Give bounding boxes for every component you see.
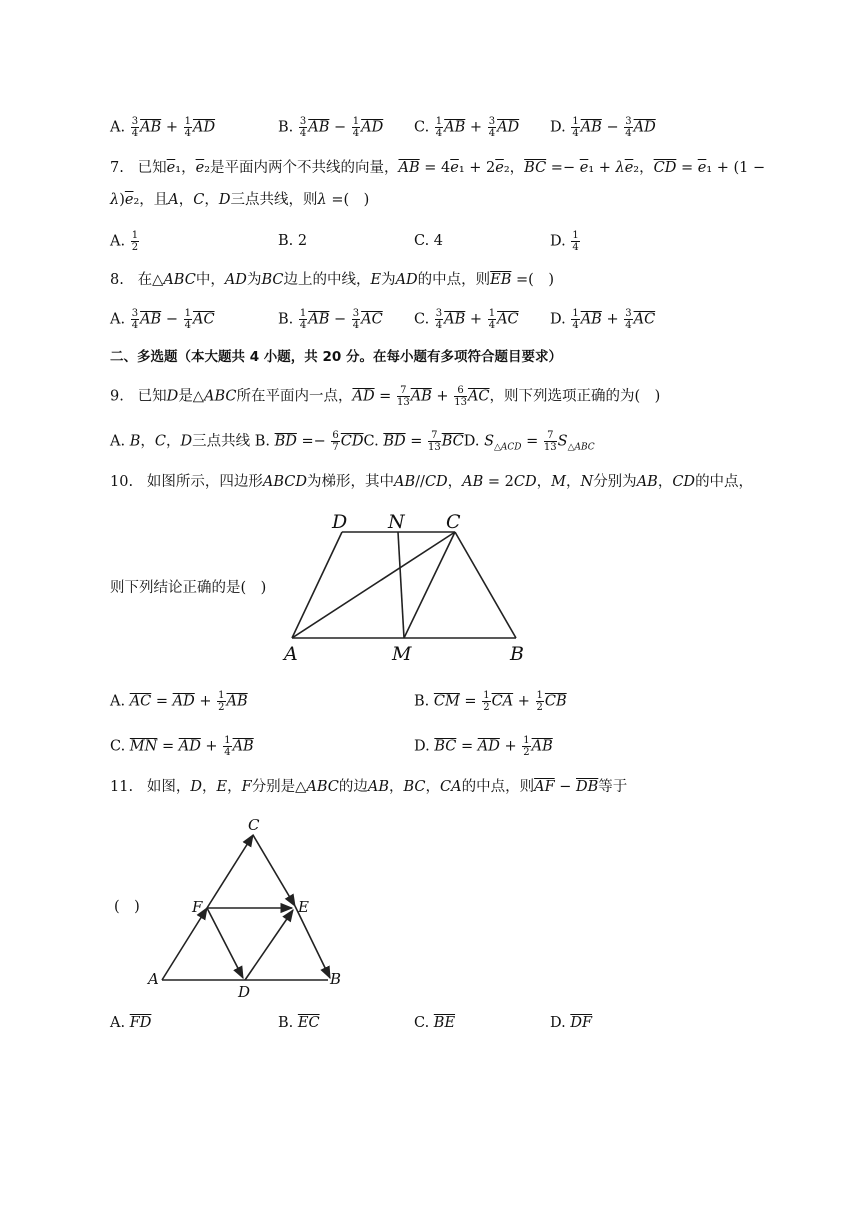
q8-option-a: A. $\frac{3}{4}$ $\overline{AB}$ − $\frac{1}{4}$ $\overline{AC}$ (110, 308, 215, 331)
q11-option-b: B. $\overline{EC}$ (278, 1015, 320, 1031)
label-e: E (298, 898, 309, 916)
q7-stem-line2: $\lambda)\overline{e}_2$，且A，C，D三点共线，则λ =( ) (110, 192, 370, 208)
q10-option-d: D. $\overline{BC} = \overline{AD}$ + $\frac{1}{2}$ $\overline{AB}$ (414, 735, 553, 758)
q8-option-b: B. $\frac{1}{4}$ $\overline{AB}$ − $\frac{3}{4}$ $\overline{AC}$ (278, 308, 383, 331)
vector-de (245, 910, 293, 980)
q7-option-c: C. 4 (414, 233, 444, 249)
vector-eb (295, 906, 330, 978)
label-a: A (148, 970, 159, 988)
label-c: C (248, 816, 260, 834)
q7-option-a: A. $\frac{1}{2}$ (110, 230, 139, 253)
segment-ce (253, 835, 295, 906)
q7-stem-line1: 7. 已知$\overline{e}_1$，$\overline{e}_2$是平面内两个不共线的向量，$\overline{AB} = 4\overline{e}_1 + 2\overline{e}_2$，$\overline{BC} =- \overline{e}_1 + \lambda\overline{e}_2$，$\overline{CD} = \overline{e}_1 + (1$ − (110, 160, 766, 176)
q8-option-c: C. $\frac{3}{4}$ $\overline{AB}$ + $\frac{1}{4}$ $\overline{AC}$ (414, 308, 519, 331)
q10-option-a: A. $\overline{AC} = \overline{AD}$ + $\frac{1}{2}$ $\overline{AB}$ (110, 690, 248, 713)
vector-af (162, 908, 207, 980)
label-d: D (238, 983, 251, 1001)
q6-option-c: C. $\frac{1}{4}$ $\overline{AB}$ + $\frac{3}{4}$ $\overline{AD}$ (414, 116, 520, 139)
q7-option-d: D. $\frac{1}{4}$ (550, 230, 579, 253)
q10-option-c: C. $\overline{MN} = \overline{AD}$ + $\frac{1}{4}$ $\overline{AB}$ (110, 735, 254, 758)
label-b: B (330, 970, 342, 988)
label-b: B (510, 643, 524, 665)
q11-answer-paren: ( ) (114, 899, 140, 915)
q10-stem-line1: 10. 如图所示，四边形ABCD为梯形，其中AB//CD，AB = 2CD，M，N分别为AB，CD的中点， (110, 474, 754, 490)
q9-options: A. B，C，D三点共线 B. $\overline{BD}$ =− $\frac{6}{7}$ $\overline{CD}C$. $\overline{BD}$ = $\frac{7}{13}$ $\overline{BC}D$. $S_{\triangle ACD}$ = $\frac{7}{13}$ $S_{\triangle ABC}$ (110, 430, 595, 453)
section-heading-multiple-choice: 二、多选题（本大题共 4 小题，共 20 分。在每小题有多项符合题目要求） (110, 349, 562, 365)
q11-option-c: C. $\overline{BE}$ (414, 1015, 456, 1031)
q8-stem: 8. 在△ABC中，AD为BC边上的中线，E为AD的中点，则$\overline{EB}$ =( ) (110, 272, 554, 288)
segment-fc (207, 835, 253, 908)
q10-trapezoid-figure (280, 508, 530, 668)
label-a: A (284, 643, 298, 665)
label-m: M (392, 643, 412, 665)
q7-option-b: B. 2 (278, 233, 308, 249)
q11-option-d: D. $\overline{DF}$ (550, 1015, 593, 1031)
q10-stem-line2: 则下列结论正确的是( ) (110, 580, 267, 596)
q11-triangle-figure (140, 812, 360, 1002)
label-f: F (192, 898, 203, 916)
q8-option-d: D. $\frac{1}{4}$ $\overline{AB}$ + $\frac{3}{4}$ $\overline{AC}$ (550, 308, 656, 331)
q6-option-b: B. $\frac{3}{4}$ $\overline{AB}$ − $\frac{1}{4}$ $\overline{AD}$ (278, 116, 384, 139)
q10-option-b: B. $\overline{CM}$ = $\frac{1}{2}$ $\overline{CA}$ + $\frac{1}{2}$ $\overline{CB}$ (414, 690, 567, 713)
label-d: D (332, 511, 348, 533)
q6-option-d: D. $\frac{1}{4}$ $\overline{AB}$ − $\frac{3}{4}$ $\overline{AD}$ (550, 116, 656, 139)
q11-stem: 11. 如图，D，E，F分别是△ABC的边AB，BC，CA的中点，则$\overline{AF} - \overline{DB}$等于 (110, 779, 628, 795)
label-c: C (446, 511, 461, 533)
q9-stem: 9. 已知D是△ABC所在平面内一点，$\overline{AD}$ = $\frac{7}{13}$ $\overline{AB}$ + $\frac{6}{13}$ $\overline{AC}$，则下列选项正确的为( ) (110, 385, 661, 408)
edge-bc (455, 532, 516, 638)
q6-option-a: A. $\frac{3}{4}$ $\overline{AB}$ + $\frac{1}{4}$ $\overline{AD}$ (110, 116, 216, 139)
vector-fd (207, 908, 243, 978)
q11-option-a: A. $\overline{FD}$ (110, 1015, 152, 1031)
label-n: N (388, 511, 405, 533)
segment-mn (398, 532, 404, 638)
